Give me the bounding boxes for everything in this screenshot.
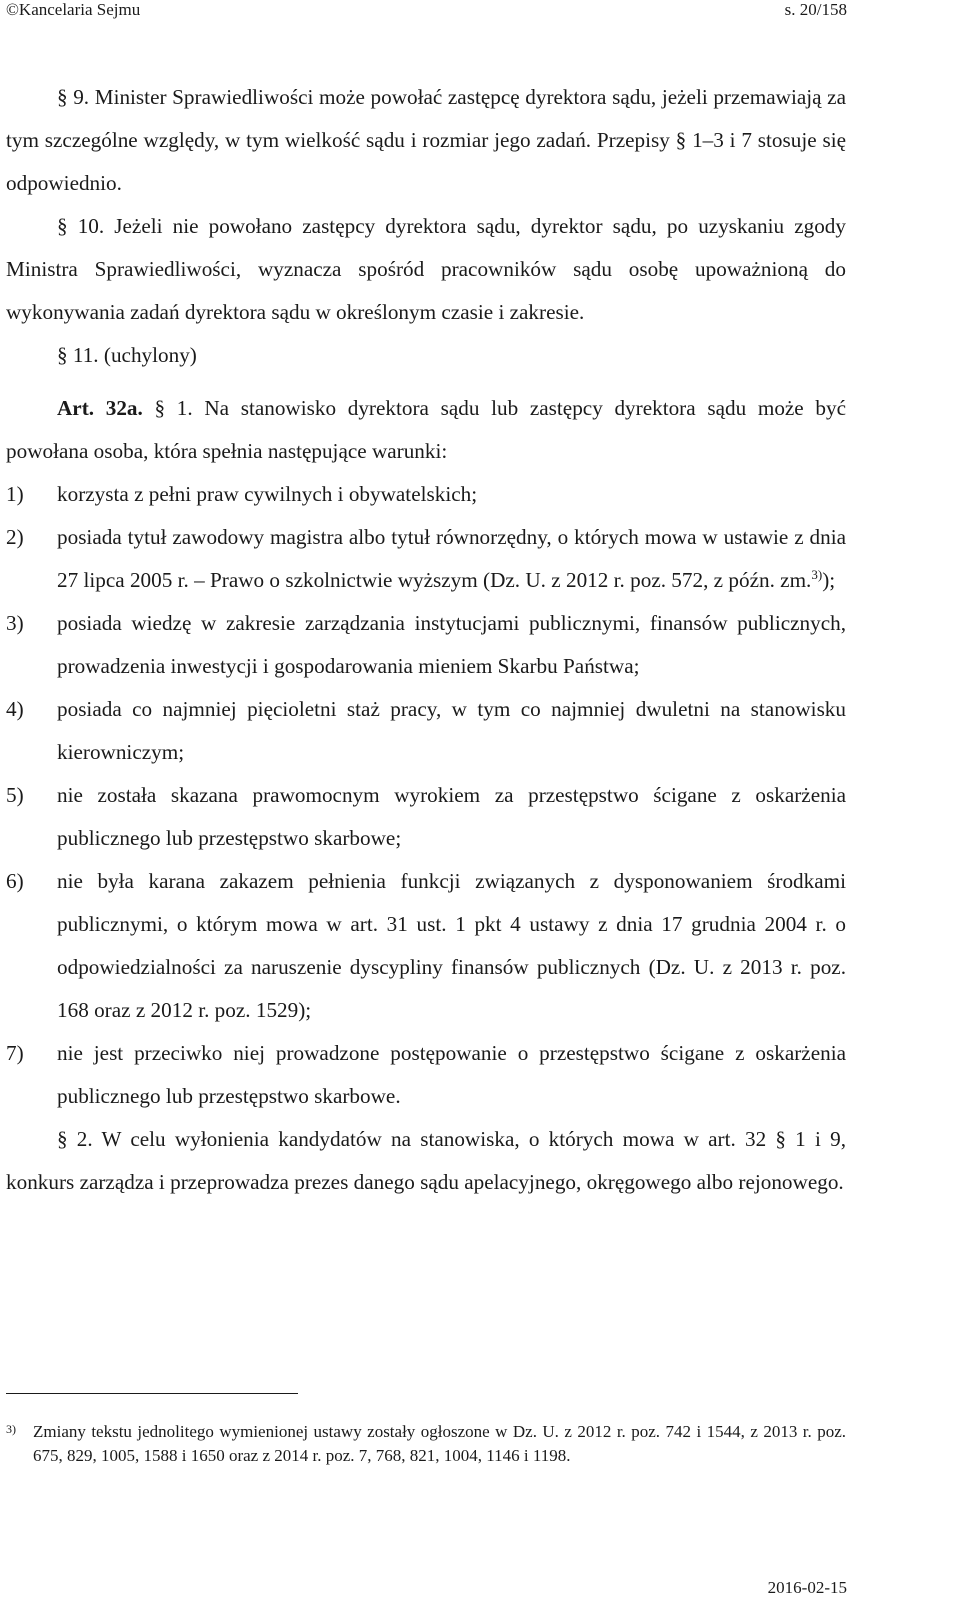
conditions-list [6, 473, 846, 1118]
list-item-text [57, 516, 846, 602]
list-item [6, 774, 846, 860]
list-item-text: posiada wiedzę w zakresie zarządzania instytucjami publicznymi, finansów publicznych, prowadzenia inwestycji i gospodarowania mieniem Skarbu Państwa; [57, 611, 846, 678]
footer-date: 2016-02-15 [767, 1578, 847, 1597]
list-item-text-tail: ); [822, 568, 836, 592]
page-header [6, 0, 847, 25]
paragraph-10: § 10. Jeżeli nie powołano zastępcy dyrektora sądu, dyrektor sądu, po uzyskaniu zgody Ministra Sprawiedliwości, wyznacza spośród pracowników sądu osobę upoważnioną do wykonywania zadań dyrektora sądu w określonym czasie i zakresie. [6, 214, 846, 324]
list-item-text-main: posiada tytuł zawodowy magistra albo tytuł równorzędny, o których mowa w ustawie z dnia 27 lipca 2005 r. – Prawo o szkolnictwie wyższym (Dz. U. z 2012 r. poz. 572, z późn. zm. [57, 525, 846, 592]
list-item-number: 4) [6, 697, 24, 721]
paragraph-2: § 2. W celu wyłonienia kandydatów na stanowiska, o których mowa w art. 32 § 1 i 9, konkurs zarządza i przeprowadza prezes danego sądu apelacyjnego, okręgowego albo rejonowego. [6, 1127, 846, 1194]
list-item [6, 602, 846, 688]
footnote-reference[interactable]: 3) [811, 567, 823, 582]
list-item-text: nie została skazana prawomocnym wyrokiem za przestępstwo ścigane z oskarżenia publicznego lub przestępstwo skarbowe; [57, 783, 846, 850]
list-item-number: 7) [6, 1041, 24, 1065]
list-item [6, 1032, 846, 1118]
list-item-text: nie jest przeciwko niej prowadzone postępowanie o przestępstwo ścigane z oskarżenia publicznego lub przestępstwo skarbowe. [57, 1041, 846, 1108]
publisher-label: ©Kancelaria Sejmu [6, 0, 141, 19]
list-item-number: 5) [6, 783, 24, 807]
list-item-text: nie była karana zakazem pełnienia funkcji związanych z dysponowaniem środkami publicznymi, o którym mowa w art. 31 ust. 1 pkt 4 ustawy z dnia 17 grudnia 2004 r. o odpowiedzialności za naruszenie dyscypliny finansów publicznych (Dz. U. z 2013 r. poz. 168 oraz z 2012 r. poz. 1529); [57, 869, 846, 1022]
list-item [6, 860, 846, 1032]
footnote-mark: 3) [6, 1422, 16, 1436]
list-item-number: 3) [6, 611, 24, 635]
document-body [6, 76, 846, 1204]
paragraph-11: § 11. (uchylony) [57, 343, 197, 367]
list-item [6, 688, 846, 774]
list-item [6, 516, 846, 602]
article-label: Art. 32a. [57, 396, 143, 420]
list-item-text: posiada co najmniej pięcioletni staż pracy, w tym co najmniej dwuletni na stanowisku kierowniczym; [57, 697, 846, 764]
footnote [6, 1420, 846, 1468]
article-32a-intro [6, 387, 846, 473]
footnote-divider [6, 1393, 298, 1394]
list-item-number: 2) [6, 525, 24, 549]
list-item-number: 6) [6, 869, 24, 893]
page-number: s. 20/158 [784, 0, 847, 19]
list-item [6, 473, 846, 516]
footnote-text: Zmiany tekstu jednolitego wymienionej ustawy zostały ogłoszone w Dz. U. z 2012 r. poz. 742 i 1544, z 2013 r. poz. 675, 829, 1005, 1588 i 1650 oraz z 2014 r. poz. 7, 768, 821, 1004, 1146 i 1198. [33, 1422, 846, 1465]
list-item-text: korzysta z pełni praw cywilnych i obywatelskich; [57, 482, 478, 506]
paragraph-9: § 9. Minister Sprawiedliwości może powołać zastępcę dyrektora sądu, jeżeli przemawiają za tym szczególne względy, w tym wielkość sądu i rozmiar jego zadań. Przepisy § 1–3 i 7 stosuje się odpowiednio. [6, 85, 846, 195]
article-intro-text: § 1. Na stanowisko dyrektora sądu lub zastępcy dyrektora sądu może być powołana osoba, która spełnia następujące warunki: [6, 396, 846, 463]
list-item-number: 1) [6, 482, 24, 506]
